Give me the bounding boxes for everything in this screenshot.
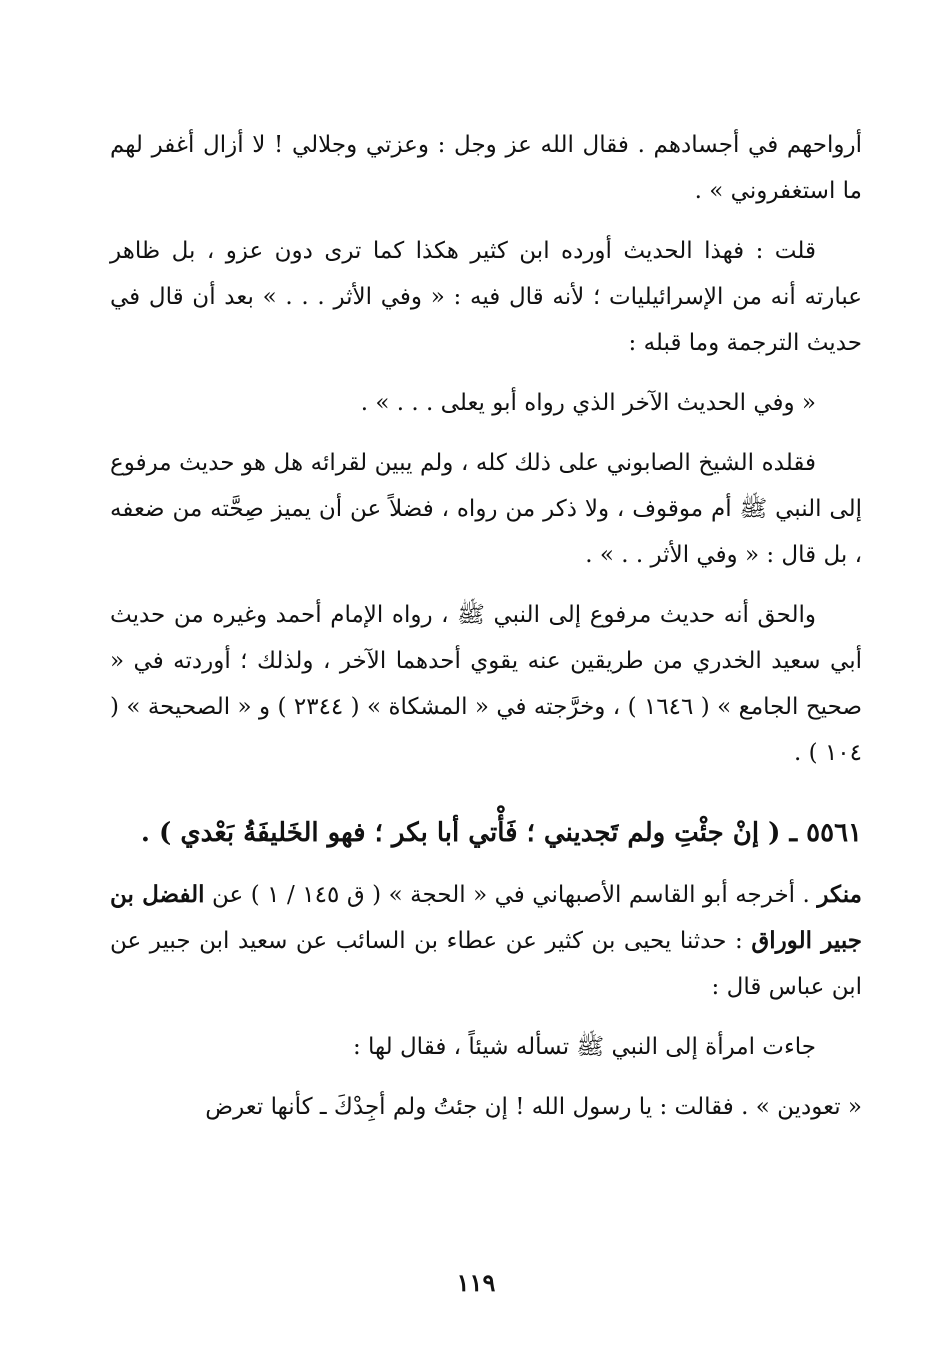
paragraph-7: جاءت امرأة إلى النبي ﷺ تسأله شيئاً ، فقال لها : <box>352 1034 816 1060</box>
page-body <box>110 122 862 1130</box>
quote-abu-yala: « وفي الحديث الآخر الذي رواه أبو يعلى . . . » . <box>360 390 816 416</box>
paragraph-6-text-2: : حدثنا يحيى بن كثير عن عطاء بن السائب عن سعيد ابن جبير عن ابن عباس قال : <box>110 928 862 1000</box>
paragraph-6 <box>110 872 862 1010</box>
paragraph-2: قلت : فهذا الحديث أورده ابن كثير هكذا كما ترى دون عزو ، بل ظاهر عبارته أنه من الإسرائيليات ؛ لأنه قال فيه : « وفي الأثر . . . » بعد أن قال في حديث الترجمة وما قبله : <box>110 238 862 356</box>
verdict-label: منكر <box>817 881 862 908</box>
paragraph-4: فقلده الشيخ الصابوني على ذلك كله ، ولم يبين لقرائه هل هو حديث مرفوع إلى النبي ﷺ أم موقوف ، ولا ذكر من رواه ، فضلاً عن أن يميز صِحَّته من ضعفه ، بل قال : « وفي الأثر . . » . <box>110 450 862 568</box>
hadith-title: ٥٥٦١ ـ ( إنْ جئْتِ ولم تَجديني ؛ فَأْتي أبا بكر ؛ فهو الخَليفَةُ بَعْدي ) . <box>140 818 862 848</box>
paragraph-5: والحق أنه حديث مرفوع إلى النبي ﷺ ، رواه الإمام أحمد وغيره من حديث أبي سعيد الخدري من طريقين عنه يقوي أحدهما الآخر ، ولذلك ؛ أوردته في « صحيح الجامع » ( ١٦٤٦ ) ، وخرَّجته في « المشكاة » ( ٢٣٤٤ ) و « الصحيحة » ( ١٠٤ ) . <box>110 602 862 766</box>
page-number: ١١٩ <box>456 1268 496 1297</box>
narrator-name: الفضل بن جبير الوراق <box>110 881 863 954</box>
paragraph-6-text-1: . أخرجه أبو القاسم الأصبهاني في « الحجة » ( ق ١٤٥ / ١ ) عن <box>204 882 818 908</box>
paragraph-8: « تعودين » . فقالت : يا رسول الله ! إن جئتُ ولم أجِدْكَ ـ كأنها تعرض <box>205 1094 862 1120</box>
paragraph-1: أرواحهم في أجسادهم . فقال الله عز وجل : وعزتي وجلالي ! لا أزال أغفر لهم ما استغفروني » . <box>110 132 862 204</box>
